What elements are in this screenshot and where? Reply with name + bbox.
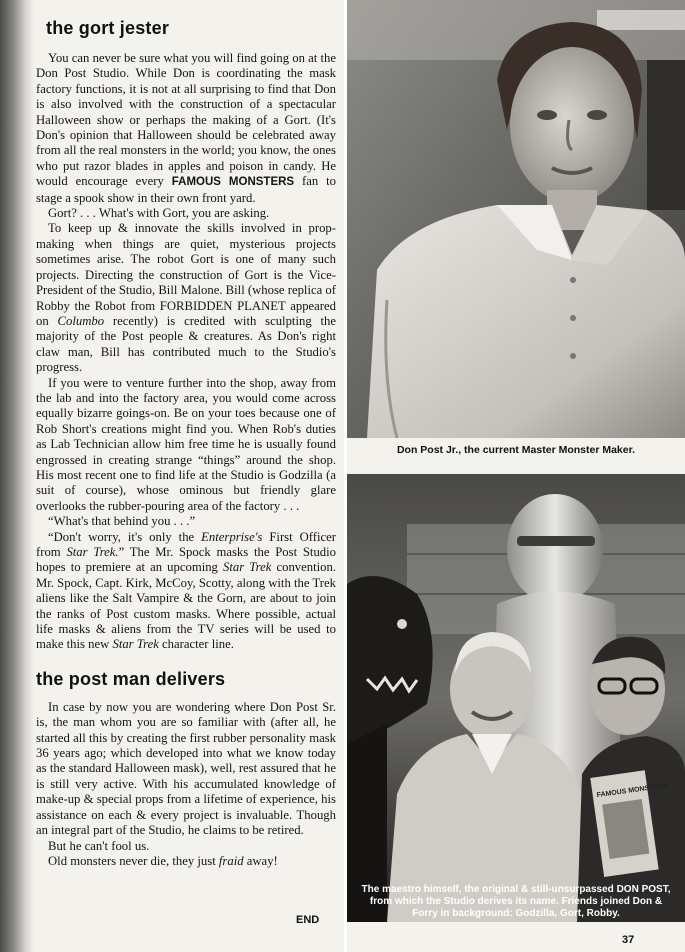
magazine-cover-text: FAMOUS MONSTERS	[596, 782, 669, 800]
page-number: 37	[622, 934, 635, 946]
section-body-gort-jester	[36, 51, 336, 653]
paragraph: But he can't fool us.	[48, 838, 150, 853]
photo-don-post-sr-group	[347, 474, 685, 922]
paragraph: If you were to venture further into the shop, away from the lab and into the factory area, you would come across equally bizarre goings-on. Be on your toes because one of Rob Short's creations might find you. When Rob's duties as Lab Technician allow him free time he is usually found engrossed in creating strange “things” around the shop. His most recent one to find life at the Studio is Godzilla (a suit of course), whose ominous but friendly glare overlooks the rubber-pouring area of the factory . . .	[36, 375, 336, 513]
paragraph: Old monsters never die, they just fraid away!	[48, 853, 278, 868]
magazine-name: FAMOUS MONSTERS	[171, 176, 295, 189]
section-body-post-man-delivers	[36, 700, 336, 869]
paragraph: “Don't worry, it's only the Enterprise's First Officer from Star Trek.” The Mr. Spock masks the Post Studio hopes to premiere at an upcoming Star Trek convention. Mr. Spock, Capt. Kirk, McCoy, Scotty, along with the Trek aliens like the Salt Vampire & the Gorn, are about to join the ranks of Post custom masks. Where possible, actual life masks & aliens from the TV series will be used to make this new Star Trek character line.	[36, 529, 337, 652]
page-binding-shadow	[0, 0, 34, 952]
paragraph: In case by now you are wondering where Don Post Sr. is, the man whom you are so familiar with (after all, he started all this by creating the first rubber personality mask 36 years ago; which developed into what we know today as the standard Halloween mask), well, rest assured that he is still very active. With his accumulated knowledge of make-up & special props from a lifetime of experience, his assistance on each & every project is invaluable. Though an integral part of the Studio, he claims to be retired.	[36, 699, 336, 838]
portrait-illustration	[347, 0, 685, 438]
photo1-caption: Don Post Jr., the current Master Monster Maker.	[396, 444, 636, 456]
article-column	[36, 18, 336, 869]
section-heading-gort-jester: the gort jester	[46, 18, 170, 38]
photo-don-post-jr	[347, 0, 685, 438]
section-heading-post-man-delivers: the post man delivers	[36, 668, 226, 689]
photo2-caption: The maestro himself, the original & still-unsurpassed DON POST, from which the Studio derives its name. Friends joined Don & Forry in background: Godzilla, Gort, Robby.	[361, 884, 671, 919]
paragraph: “What's that behind you . . .”	[48, 514, 196, 529]
paragraph: You can never be sure what you will find going on at the Don Post Studio. While Don is coordinating the mask factory functions, it is not at all surprising to find that Don is also involved with the construction of a spectacular Halloween show or perhaps the making of a Gort. (It's Don's opinion that Halloween should be celebrated away from all the real monsters in the world; you know, the ones who put razor blades in apples and poison in candy. He would encourage every FAMOUS MONSTERS fan to stage a spook show in their own front yard.	[36, 51, 337, 205]
paragraph: To keep up & innovate the skills involved in prop-making when things are quiet, mysterious projects sometimes arise. The robot Gort is one of many such projects. Directing the construction of Gort is the Vice-President of the Studio, Bill Malone. Bill (whose replica of Robby the Robot from FORBIDDEN PLANET appeared on Columbo recently) is credited with sculpting the majority of the Post people & creatures. As Don's right claw man, Bill has contributed much to the Studio's progress.	[36, 221, 336, 375]
group-illustration	[347, 474, 685, 922]
paragraph: Gort? . . . What's with Gort, you are asking.	[48, 206, 270, 221]
end-mark: END	[296, 914, 320, 926]
